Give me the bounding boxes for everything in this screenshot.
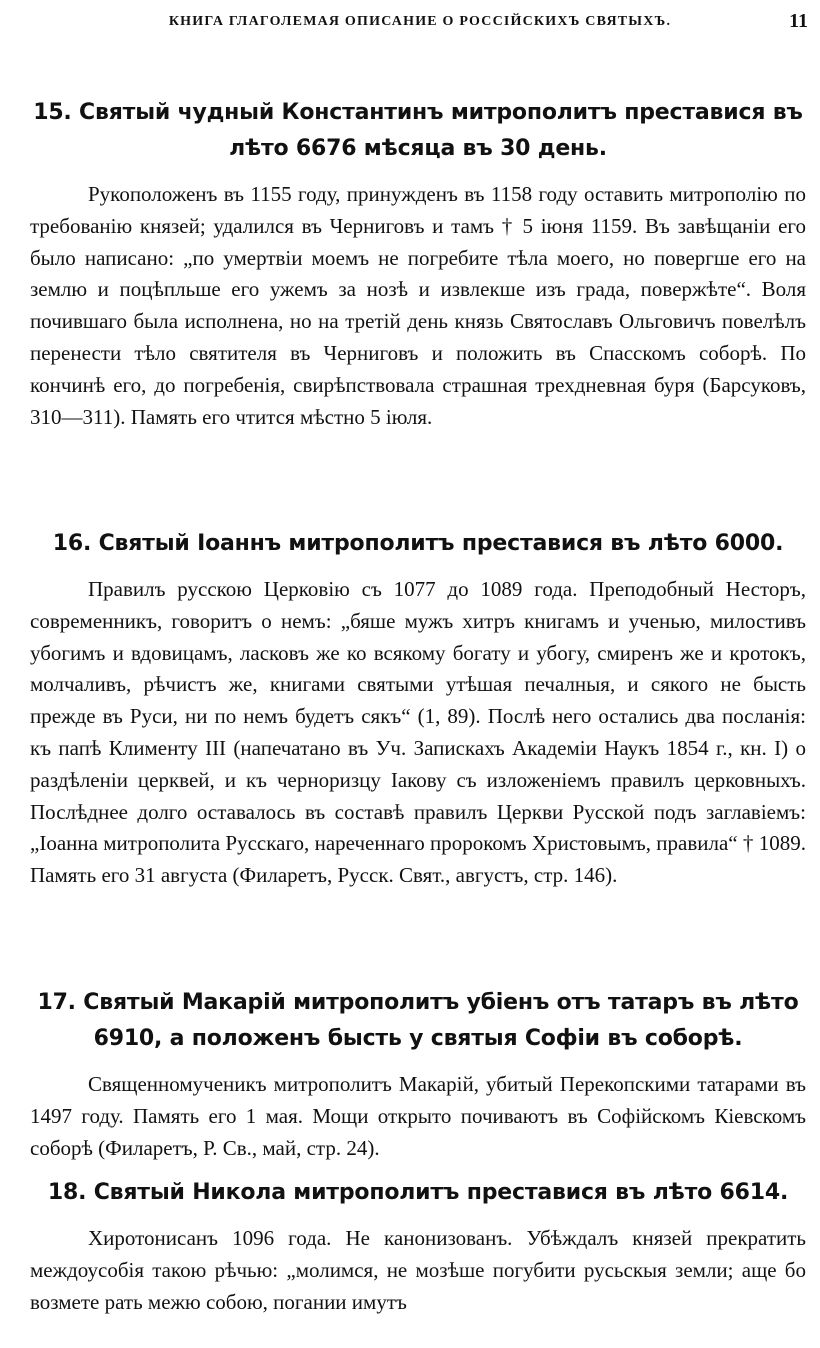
running-title: КНИГА ГЛАГОЛЕМАЯ ОПИСАНИЕ О РОССІЙСКИХЪ СВЯТЫХЪ.: [168, 14, 672, 29]
page-number: 11: [789, 10, 808, 32]
section-15: [30, 95, 806, 433]
section-heading: 16. Святый Іоаннъ митрополитъ преставися въ лѣто 6000.: [52, 531, 784, 556]
section-heading: 15. Святый чудный Константинъ митрополитъ преставися въ лѣто 6676 мѣсяца въ 30 день.: [33, 100, 803, 161]
section-16: [30, 526, 806, 892]
section-heading: 17. Святый Макарій митрополитъ убіенъ отъ татаръ въ лѣто 6910, а положенъ бысть у святыя Софіи въ соборѣ.: [37, 990, 799, 1051]
section-18: [30, 1175, 806, 1318]
section-body: Священномученикъ митрополитъ Макарій, убитый Перекопскими татарами въ 1497 году. Память его 1 мая. Мощи открыто почиваютъ въ Софійскомъ Кіевскомъ соборѣ (Филаретъ, Р. Св., май, стр. 24).: [30, 1072, 806, 1160]
section-body: Рукоположенъ въ 1155 году, принужденъ въ 1158 году оставить митрополію по требованію князей; удалился въ Черниговъ и тамъ † 5 іюня 1159. Въ завѣщаніи его было написано: „по умертвіи моемъ не погребите тѣла моего, но повергше его на землю и поцѣпльше его ужемъ за нозѣ и извлекше изъ града, повержѣте“. Воля почившаго была исполнена, но на третій день князь Святославъ Ольговичъ повелѣлъ перенести тѣло святителя въ Черниговъ и положить въ Спасскомъ соборѣ. По кончинѣ его, до погребенія, свирѣпствовала страшная трехдневная буря (Барсуковъ, 310—311). Память его чтится мѣстно 5 іюля.: [30, 182, 806, 429]
section-body: Хиротонисанъ 1096 года. Не канонизованъ. Убѣждалъ князей прекратить междоусобія такою рѣчью: „молимся, не мозѣше погубити русьскыя земли; аще бо возмете рать межю собою, погании имутъ: [30, 1226, 806, 1314]
section-heading: 18. Святый Никола митрополитъ преставися въ лѣто 6614.: [47, 1180, 789, 1205]
section-17: [30, 985, 806, 1164]
section-body: Правилъ русскою Церковію съ 1077 до 1089 года. Преподобный Несторъ, современникъ, говоритъ о немъ: „бяше мужъ хитръ книгамъ и ученью, милостивъ убогимъ и вдовицамъ, ласковъ же ко всякому богату и убогу, смиренъ же и кротокъ, молчаливъ, рѣчистъ же, книгами святыми утѣшая печалныя, и сякого не бысть прежде въ Руси, ни по немъ будетъ сякъ“ (1, 89). Послѣ него остались два посланія: къ папѣ Клименту III (напечатано въ Уч. Запискахъ Академіи Наукъ 1854 г., кн. I) о раздѣленіи церквей, и къ черноризцу Іакову съ изложеніемъ правилъ церковныхъ. Послѣднее долго оставалось въ составѣ правилъ Церкви Русской подъ заглавіемъ: „Іоанна митрополита Русскаго, нареченнаго пророкомъ Христовымъ, правила“ † 1089. Память его 31 августа (Филаретъ, Русск. Свят., августъ, стр. 146).: [30, 577, 806, 888]
